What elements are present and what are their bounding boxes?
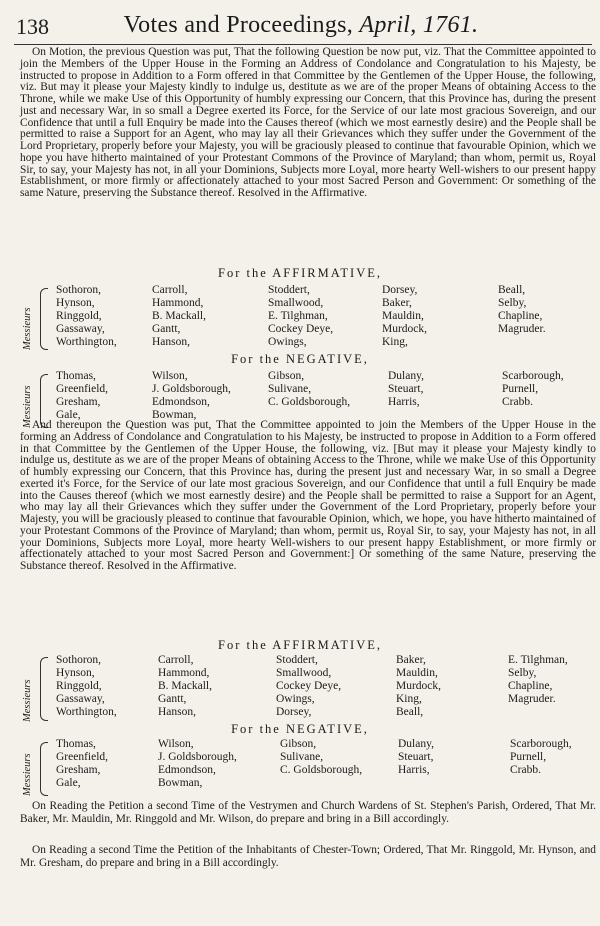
member-name: Thomas, (56, 370, 96, 382)
vote1-neg-col-4 (388, 370, 424, 409)
member-name: Selby, (508, 667, 537, 679)
member-name: Baker, (396, 654, 426, 666)
member-name: Baker, (382, 297, 412, 309)
member-name: Smallwood, (268, 297, 324, 309)
member-name: Mauldin, (396, 667, 438, 679)
vote2-aff-col-2 (158, 654, 212, 719)
vote1-neg-col-3 (268, 370, 350, 409)
vote2-negative-heading: For the NEGATIVE, (231, 722, 369, 736)
member-name: Hynson, (56, 667, 95, 679)
member-name: Murdock, (396, 680, 442, 692)
member-name: Scarborough, (510, 738, 572, 750)
vote1-affirmative-messieurs: Messieurs (22, 307, 33, 350)
member-name: Hanson, (158, 706, 197, 718)
member-name: Scarborough, (502, 370, 564, 382)
member-name: Worthington, (56, 706, 117, 718)
member-name: Carroll, (152, 284, 188, 296)
vote2-negative-messieurs: Messieurs (22, 753, 33, 796)
member-name: Gassaway, (56, 323, 105, 335)
member-name: Cockey Deye, (268, 323, 334, 335)
member-name: Gassaway, (56, 693, 105, 705)
vote2-aff-col-1 (56, 654, 117, 719)
member-name: Sothoron, (56, 654, 102, 666)
vote1-affirmative-list (46, 284, 600, 348)
vote1-aff-col-5 (498, 284, 546, 336)
petition-paragraph-2: On Reading a second Time the Petition of the Inhabitants of Chester-Town; Ordered, That Mr. Ringgold, Mr. Hynson, and Mr. Gresham, do prepare and bring in a Bill accordingly. (20, 844, 596, 869)
member-name: Dorsey, (382, 284, 418, 296)
member-name: Dorsey, (276, 706, 312, 718)
member-name: Crabb. (510, 764, 541, 776)
title-text: Votes and Proceedings, (123, 12, 354, 38)
member-name: Cockey Deye, (276, 680, 342, 692)
member-name: Gresham, (56, 764, 101, 776)
vote2-neg-col-5 (510, 738, 572, 777)
member-name: Hammond, (158, 667, 210, 679)
member-name: C. Goldsborough, (280, 764, 363, 776)
member-name: Sulivane, (280, 751, 324, 763)
member-name: Beall, (396, 706, 424, 718)
page-number: 138 (16, 14, 49, 39)
petition-paragraph-1: On Reading the Petition a second Time of the Vestrymen and Church Wardens of St. Stephen's Parish, Ordered, That Mr. Baker, Mr. Mauldin, Mr. Ringgold and Mr. Wilson, do prepare and bring in a Bill accordingly. (20, 800, 596, 825)
member-name: E. Tilghman, (508, 654, 568, 666)
member-name: Ringgold, (56, 310, 102, 322)
member-name: Magruder. (498, 323, 546, 335)
vote2-neg-col-1 (56, 738, 108, 790)
member-name: Steuart, (388, 383, 424, 395)
vote1-aff-col-3 (268, 284, 333, 349)
vote1-affirmative-heading: For the AFFIRMATIVE, (218, 266, 382, 280)
member-name: Harris, (388, 396, 420, 408)
member-name: Smallwood, (276, 667, 332, 679)
member-name: C. Goldsborough, (268, 396, 351, 408)
member-name: Mauldin, (382, 310, 424, 322)
vote1-negative-heading: For the NEGATIVE, (231, 352, 369, 366)
member-name: Greenfield, (56, 383, 109, 395)
member-name: Crabb. (502, 396, 533, 408)
member-name: Bowman, (152, 409, 197, 421)
member-name: Bowman, (158, 777, 203, 789)
member-name: Stoddert, (276, 654, 318, 666)
page-title (12, 12, 590, 39)
member-name: Sulivane, (268, 383, 312, 395)
member-name: Edmondson, (158, 764, 216, 776)
member-name: Gale, (56, 409, 81, 421)
vote2-aff-col-5 (508, 654, 568, 706)
member-name: Wilson, (152, 370, 188, 382)
vote2-aff-col-4 (396, 654, 441, 719)
member-name: King, (396, 693, 422, 705)
vote1-neg-col-5 (502, 370, 564, 409)
vote2-affirmative-heading: For the AFFIRMATIVE, (218, 638, 382, 652)
member-name: Greenfield, (56, 751, 109, 763)
member-name: Steuart, (398, 751, 434, 763)
member-name: Gresham, (56, 396, 101, 408)
member-name: Edmondson, (152, 396, 210, 408)
member-name: Hanson, (152, 336, 191, 348)
member-name: Dulany, (398, 738, 434, 750)
member-name: Hammond, (152, 297, 204, 309)
member-name: Purnell, (502, 383, 539, 395)
member-name: Carroll, (158, 654, 194, 666)
member-name: Chapline, (508, 680, 553, 692)
member-name: Chapline, (498, 310, 543, 322)
member-name: Dulany, (388, 370, 424, 382)
member-name: Selby, (498, 297, 527, 309)
member-name: Thomas, (56, 738, 96, 750)
vote1-aff-col-2 (152, 284, 206, 349)
member-name: B. Mackall, (152, 310, 206, 322)
vote2-affirmative-list (46, 654, 600, 718)
member-name: Gantt, (158, 693, 187, 705)
member-name: Worthington, (56, 336, 117, 348)
member-name: Gibson, (280, 738, 317, 750)
member-name: J. Goldsborough, (158, 751, 237, 763)
title-date: April, 1761. (359, 12, 479, 38)
member-name: Gibson, (268, 370, 305, 382)
member-name: Magruder. (508, 693, 556, 705)
member-name: Murdock, (382, 323, 428, 335)
motion-paragraph: On Motion, the previous Question was put, That the following Question be now put, viz. That the Committee appointed to join the Members of the Upper House in the Forming an Address of Condolance and Congratulation to his Majesty, be instructed to propose in Addition to a Form offered in that Committee by the Gentlemen of the Upper House, the following, viz. But may it please your Majesty kindly to indulge us, destitute as we are of the proper Means of obtaining Access to the Throne, while we make Use of this Opportunity of humbly expressing our Concern, that this Province has, during the present just and necessary War, in so small a Degree exerted its Force, for the Service of our late most gracious Sovereign, and our Confidence that until a full Enquiry be made into the Causes thereof (which we most earnestly desire) and the People shall be permitted to raise a Support for an Agent, who may lay all their Grievances which they suffer under the Government of the Lord Proprietary, properly before your Majesty, you will be graciously pleased to continue that favourable Opinion, which we hope you have hitherto maintained of your Protestant Commons of the Province of Maryland; than whom, permit us, Royal Sir, to say, your Majesty has not, in all your Dominions, Subjects more Loyal, more hearty Well-wishers to our present happy Establishment, or more firmly or affectionately attached to your most Sacred Person and Government: Or something of the same Nature, preserving the Substance thereof. Resolved in the Affirmative. (20, 46, 596, 199)
vote2-neg-col-3 (280, 738, 362, 777)
vote1-neg-col-2 (152, 370, 231, 422)
member-name: Gale, (56, 777, 81, 789)
member-name: B. Mackall, (158, 680, 212, 692)
vote2-negative-list (46, 738, 600, 802)
question-paragraph: And thereupon the Question was put, That the Committee appointed to join the Members of the Upper House in the forming an Address of Condolance and Congratulation to his Majesty, be instructed to propose in Addition to a Form offered in that Committee by the Gentlemen of the Upper House, the following, viz. [But may it please your Majesty kindly to indulge us, destitute as we are of the proper Means of obtaining Access to the Throne, while we make Use of this Opportunity of humbly expressing our Concern, that this Province has, during the present just and necessary War, in so small a Degree exerted it's Force, for the Service of our late most gracious Sovereign, and our Confidence that until a full Enquiry be made into the Causes thereof (which we most earnestly desire) and the People shall be permitted to raise a Support for an Agent, who may lay all their Grievances which they suffer under the Government of the Lord Proprietary, properly before your Majesty, you will be graciously pleased to continue that favourable Opinion, which, we hope, you have hitherto maintained of your Protestant Commons of the Province of Maryland; than whom, permit us, Royal Sir, to say, your Majesty has not, in all your Dominions, Subjects more Loyal, more hearty Well-wishers to our present happy Establishment, or more firmly or affectionately attached to your most Sacred Person and Government:] Or something of the same Nature, preserving the Substance thereof. Resolved in the Affirmative. (20, 419, 596, 572)
member-name: Owings, (268, 336, 307, 348)
vote1-aff-col-4 (382, 284, 427, 349)
vote2-neg-col-4 (398, 738, 434, 777)
member-name: Ringgold, (56, 680, 102, 692)
vote2-neg-col-2 (158, 738, 237, 790)
member-name: J. Goldsborough, (152, 383, 231, 395)
vote1-negative-messieurs: Messieurs (22, 385, 33, 428)
member-name: Gantt, (152, 323, 181, 335)
member-name: Stoddert, (268, 284, 310, 296)
member-name: Beall, (498, 284, 526, 296)
member-name: Purnell, (510, 751, 547, 763)
vote1-neg-col-1 (56, 370, 108, 422)
header-rule (14, 44, 592, 45)
vote2-aff-col-3 (276, 654, 341, 719)
member-name: E. Tilghman, (268, 310, 328, 322)
vote1-aff-col-1 (56, 284, 117, 349)
member-name: Owings, (276, 693, 315, 705)
member-name: Wilson, (158, 738, 194, 750)
member-name: Harris, (398, 764, 430, 776)
member-name: King, (382, 336, 408, 348)
member-name: Sothoron, (56, 284, 102, 296)
member-name: Hynson, (56, 297, 95, 309)
page-header (12, 12, 590, 42)
vote2-affirmative-messieurs: Messieurs (22, 679, 33, 722)
